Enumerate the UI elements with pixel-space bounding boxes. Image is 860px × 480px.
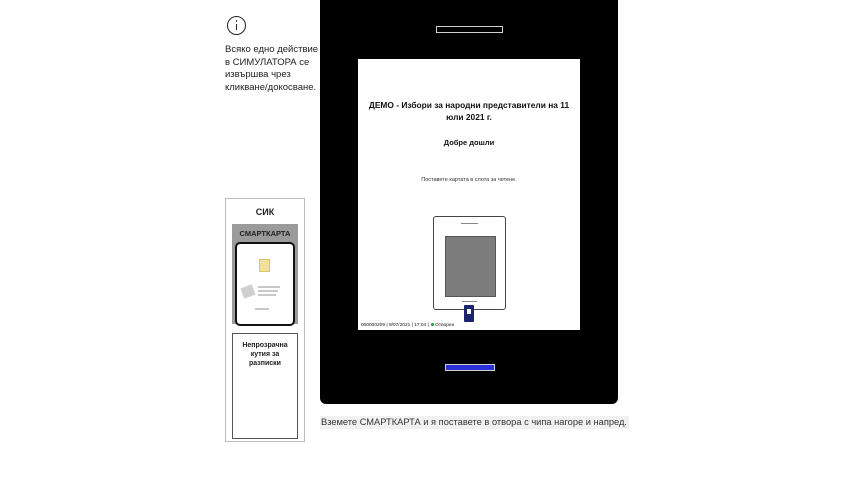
- welcome-text: Добре дошли: [443, 138, 495, 147]
- device-speaker: [461, 223, 478, 224]
- inserted-card-icon: [464, 305, 474, 322]
- instruction-caption: Вземете СМАРТКАРТА и я поставете в отвора с чипа нагоре и напред.: [321, 417, 628, 427]
- card-reader-illustration: [433, 216, 506, 310]
- card-fine-print: [255, 308, 269, 310]
- info-icon: [227, 16, 246, 35]
- ballot-box-label: Непрозрачна кутия за разписки: [242, 342, 288, 367]
- status-time: 17:04: [414, 323, 427, 328]
- machine-id: 000000209: [361, 323, 386, 328]
- card-fine-print: [258, 290, 278, 292]
- status-bar: 000000209 | 9/07/2021 | 17:04 | Отворен: [361, 323, 455, 328]
- receipt-slot: [436, 26, 503, 33]
- ballot-box[interactable]: [232, 333, 298, 439]
- status-date: 9/07/2021: [388, 323, 411, 328]
- screen-instruction: Поставете картата в слота за четене.: [421, 177, 517, 183]
- device-screen: [445, 236, 496, 297]
- status-state: Отворен: [435, 323, 455, 328]
- smartcard[interactable]: [235, 242, 295, 326]
- card-chip-icon: [259, 259, 270, 272]
- device-slot: [462, 301, 477, 302]
- card-fine-print: [258, 286, 280, 288]
- card-emblem-icon: [240, 284, 255, 298]
- machine-screen: [358, 59, 580, 330]
- smartcard-holder[interactable]: [232, 224, 298, 324]
- card-fine-print: [258, 294, 276, 296]
- voting-machine: [320, 0, 618, 404]
- sik-panel: [225, 198, 305, 442]
- smartcard-label: СМАРТКАРТА: [239, 229, 291, 238]
- status-dot-icon: [431, 323, 434, 326]
- election-title: ДЕМО - Избори за народни представители на 11 юли 2021 г.: [368, 100, 570, 122]
- info-text: Всяко едно действие в СИМУЛАТОРА се извършва чрез кликване/докосване.: [225, 44, 319, 93]
- smartcard-slot[interactable]: [445, 364, 495, 371]
- sik-title: СИК: [255, 207, 275, 217]
